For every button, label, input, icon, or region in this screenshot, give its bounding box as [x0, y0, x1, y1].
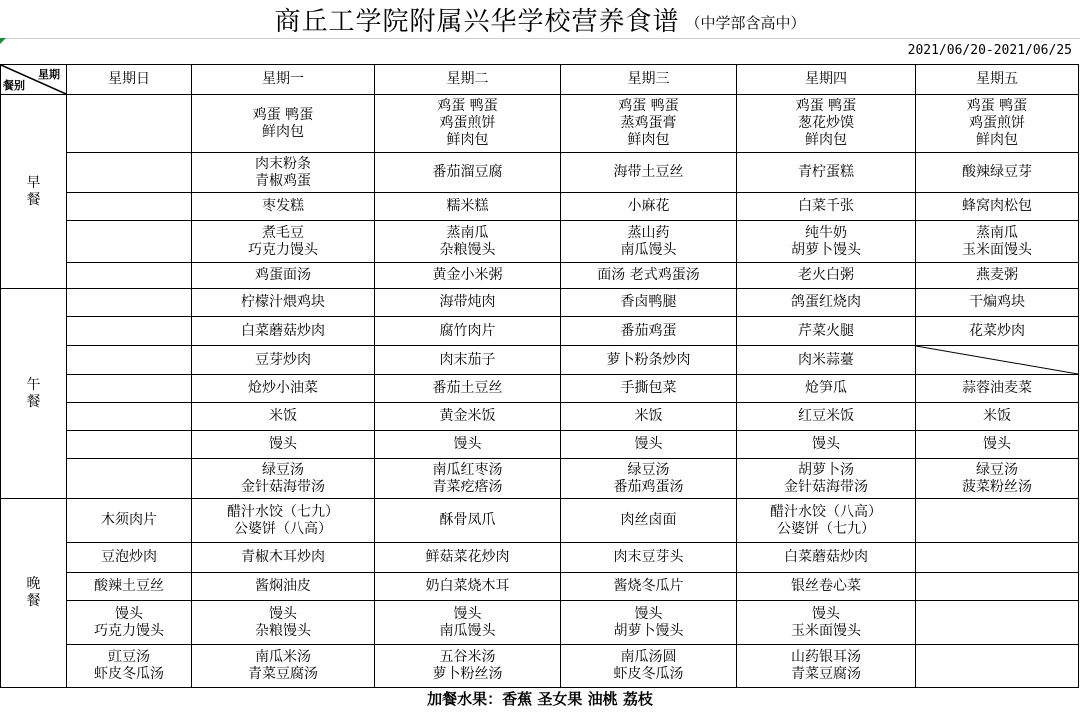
dish-name: 柠檬汁煨鸡块: [241, 294, 325, 310]
dish-name: 肉末豆芽头: [613, 549, 684, 565]
dish-name: 枣发糕: [262, 198, 304, 214]
dish-name: 馒头: [634, 605, 663, 622]
menu-cell: [916, 499, 1079, 543]
menu-cell: [375, 601, 561, 645]
menu-cell: [192, 499, 375, 543]
dish-name: 鸡蛋煎饼: [439, 115, 496, 131]
menu-cell: [375, 431, 561, 459]
menu-cell: [561, 459, 737, 499]
dinner-row: [1, 543, 1079, 573]
menu-cell: [375, 543, 561, 573]
dish-name: 米饭: [269, 408, 297, 424]
menu-cell: [67, 153, 192, 193]
menu-cell: [192, 95, 375, 153]
menu-cell: [67, 601, 192, 645]
menu-cell: [561, 543, 737, 573]
menu-cell: [375, 289, 561, 317]
menu-cell: [561, 601, 737, 645]
dish-name: 番茄土豆丝: [432, 380, 503, 396]
menu-cell: [67, 193, 192, 221]
menu-cell: [67, 645, 192, 688]
menu-cell: [737, 403, 916, 431]
menu-cell: [561, 573, 737, 601]
dish-name: 虾皮冬瓜汤: [94, 666, 164, 682]
menu-cell: [737, 95, 916, 153]
menu-cell: [561, 221, 737, 263]
menu-cell: [916, 263, 1079, 289]
dish-name: 南瓜米汤: [255, 649, 311, 665]
lunch-row: [1, 431, 1079, 459]
dish-name: 奶白菜烧木耳: [425, 578, 510, 594]
dish-name: 公婆饼（七九）: [777, 520, 875, 537]
dish-name: 豇豆汤: [108, 649, 150, 665]
dish-name: 胡萝卜汤: [798, 461, 854, 478]
menu-cell: [916, 317, 1079, 346]
menu-cell: [67, 543, 192, 573]
dish-name: 绿豆汤: [627, 461, 670, 478]
menu-body: [1, 95, 1079, 688]
menu-cell: [192, 601, 375, 645]
dinner-label: [1, 499, 67, 688]
dish-name: 蒸南瓜: [976, 224, 1018, 241]
menu-cell: [192, 459, 375, 499]
corner-cell: [1, 65, 67, 95]
dish-name: 蒜蓉油麦菜: [962, 380, 1032, 396]
menu-cell: [67, 263, 192, 289]
breakfast-row: [1, 95, 1079, 153]
menu-cell: [375, 459, 561, 499]
menu-cell: [916, 543, 1079, 573]
menu-cell: [737, 431, 916, 459]
dish-name: 山药银耳汤: [791, 649, 861, 665]
dish-name: 青椒木耳炒肉: [241, 549, 325, 565]
dish-name: 玉米面馒头: [962, 241, 1032, 258]
dish-name: 馒头: [634, 436, 663, 452]
dish-name: 鸡蛋面汤: [255, 267, 311, 283]
dish-name: 炝笋瓜: [805, 380, 847, 396]
dish-name: 青菜疙瘩汤: [432, 478, 503, 495]
menu-cell: [375, 499, 561, 543]
menu-cell: [375, 263, 561, 289]
menu-cell: [375, 573, 561, 601]
menu-cell: [67, 459, 192, 499]
meal-label-char: 早: [26, 174, 41, 191]
menu-cell: [561, 289, 737, 317]
menu-cell: [916, 193, 1079, 221]
dish-name: 黄金小米粥: [432, 267, 503, 283]
dish-name: 米饭: [983, 408, 1011, 424]
day-header: 星期四: [737, 65, 916, 95]
dish-name: 香卤鸭腿: [620, 294, 677, 310]
dish-name: 肉丝卤面: [620, 512, 677, 528]
meal-label-char: 晚: [26, 576, 41, 592]
dish-name: 白菜蘑菇炒肉: [784, 549, 868, 565]
dish-name: 金针菇海带汤: [784, 478, 868, 495]
menu-cell: [737, 499, 916, 543]
menu-cell: [916, 289, 1079, 317]
lunch-row: [1, 375, 1079, 403]
dish-name: 蒸山药: [627, 224, 670, 241]
menu-cell: [67, 346, 192, 375]
dish-name: 酸辣土豆丝: [94, 578, 164, 594]
menu-cell: [375, 645, 561, 688]
menu-cell: [192, 221, 375, 263]
lunch-row: [1, 459, 1079, 499]
dish-name: 杂粮馒头: [439, 241, 496, 258]
menu-cell: [67, 221, 192, 263]
dish-name: 巧克力馒头: [94, 622, 164, 639]
dish-name: 鲜肉包: [976, 132, 1018, 148]
dish-name: 青椒鸡蛋: [255, 172, 311, 189]
dish-name: 青菜豆腐汤: [248, 666, 318, 682]
dish-name: 银丝卷心菜: [791, 578, 861, 594]
dish-name: 鲜肉包: [262, 123, 304, 140]
menu-cell: [737, 459, 916, 499]
menu-cell: [561, 153, 737, 193]
dish-name: 酱烧冬瓜片: [613, 578, 684, 594]
menu-cell: [375, 193, 561, 221]
dish-name: 手撕包菜: [620, 380, 677, 396]
dish-name: 鸡蛋 鸭蛋: [252, 106, 314, 123]
menu-cell: [916, 645, 1079, 688]
meal-label-char: 午: [26, 376, 41, 393]
day-header: 星期二: [375, 65, 561, 95]
day-header: 星期三: [561, 65, 737, 95]
menu-cell: [67, 573, 192, 601]
menu-cell: [561, 346, 737, 375]
menu-cell: [67, 317, 192, 346]
dish-name: 醋汁水饺（七九）: [227, 503, 339, 520]
menu-cell: [375, 375, 561, 403]
menu-cell: [192, 573, 375, 601]
dish-name: 肉末粉条: [255, 155, 311, 172]
menu-cell: [561, 193, 737, 221]
dish-name: 燕麦粥: [976, 267, 1018, 283]
dish-name: 白菜千张: [798, 198, 854, 214]
menu-cell: [916, 153, 1079, 193]
dish-name: 腐竹肉片: [439, 322, 496, 339]
menu-cell: [67, 499, 192, 543]
dish-name: 葱花炒馍: [798, 115, 854, 131]
header-row: [1, 65, 1079, 95]
dish-name: 小麻花: [627, 198, 670, 214]
menu-cell: [737, 543, 916, 573]
dish-name: 黄金米饭: [439, 408, 496, 424]
breakfast-row: [1, 153, 1079, 193]
dish-name: 馒头: [269, 605, 297, 622]
menu-cell: [192, 153, 375, 193]
dish-name: 花菜炒肉: [969, 322, 1025, 339]
dish-name: 海带炖肉: [439, 294, 496, 310]
dish-name: 面汤 老式鸡蛋汤: [597, 267, 700, 283]
dish-name: 馒头: [453, 436, 482, 452]
dish-name: 酱焖油皮: [255, 578, 311, 594]
menu-cell: [737, 221, 916, 263]
menu-cell: [916, 573, 1079, 601]
dish-name: 鲜肉包: [805, 132, 847, 148]
dish-name: 肉米蒜薹: [798, 351, 854, 368]
dish-name: 馒头: [812, 436, 840, 452]
menu-cell: [737, 193, 916, 221]
menu-cell: [192, 375, 375, 403]
dish-name: 虾皮冬瓜汤: [613, 666, 684, 682]
meal-label-char: 餐: [26, 393, 41, 410]
dish-name: 鸡蛋 鸭蛋: [437, 98, 498, 114]
menu-cell: [561, 645, 737, 688]
dish-name: 鲜肉包: [446, 132, 489, 148]
menu-cell: [561, 403, 737, 431]
menu-cell: [561, 95, 737, 153]
menu-cell: [737, 317, 916, 346]
page-subtitle: （中学部含高中）: [685, 13, 806, 32]
dish-name: 番茄溜豆腐: [432, 164, 503, 180]
meal-label-char: 餐: [26, 593, 41, 609]
dish-name: 番茄鸡蛋: [620, 322, 677, 339]
lunch-row: [1, 289, 1079, 317]
menu-cell: [737, 263, 916, 289]
menu-cell: [192, 317, 375, 346]
breakfast-label: [1, 95, 67, 289]
breakfast-row: [1, 263, 1079, 289]
dish-name: 芹菜火腿: [798, 322, 854, 339]
breakfast-row: [1, 221, 1079, 263]
dish-name: 海带土豆丝: [613, 164, 684, 180]
corner-day-label: 星期: [38, 68, 60, 81]
menu-cell: [192, 543, 375, 573]
menu-cell: [561, 431, 737, 459]
dish-name: 干煸鸡块: [969, 294, 1025, 310]
dish-name: 萝卜粉条炒肉: [606, 351, 691, 368]
dish-name: 鲜肉包: [627, 132, 670, 148]
dinner-row: [1, 573, 1079, 601]
day-header: 星期五: [916, 65, 1079, 95]
dish-name: 绿豆汤: [262, 461, 304, 478]
dish-name: 南瓜馒头: [439, 622, 496, 639]
menu-cell: [192, 346, 375, 375]
page-title: 商丘工学院附属兴华学校营养食谱: [274, 6, 680, 37]
menu-cell: [192, 431, 375, 459]
lunch-label: [1, 289, 67, 499]
dish-name: 杂粮馒头: [255, 622, 311, 639]
dish-name: 鸡蛋 鸭蛋: [966, 98, 1028, 114]
dish-name: 青菜豆腐汤: [791, 666, 861, 682]
dish-name: 鸡蛋煎饼: [969, 115, 1025, 131]
dish-name: 糯米糕: [446, 198, 489, 214]
menu-cell: [561, 375, 737, 403]
dish-name: 菠菜粉丝汤: [962, 478, 1032, 495]
breakfast-row: [1, 193, 1079, 221]
crossed-out-cell: [916, 346, 1079, 375]
dish-name: 蒸鸡蛋膏: [620, 115, 677, 131]
menu-cell: [375, 403, 561, 431]
menu-cell: [375, 221, 561, 263]
menu-cell: [375, 153, 561, 193]
menu-cell: [737, 153, 916, 193]
dish-name: 白菜蘑菇炒肉: [241, 322, 325, 339]
dish-name: 馒头: [812, 605, 840, 622]
menu-cell: [916, 221, 1079, 263]
menu-cell: [375, 317, 561, 346]
menu-cell: [192, 645, 375, 688]
menu-cell: [737, 645, 916, 688]
dish-name: 绿豆汤: [976, 461, 1018, 478]
menu-cell: [192, 263, 375, 289]
dish-name: 萝卜粉丝汤: [432, 666, 503, 682]
menu-cell: [67, 289, 192, 317]
menu-cell: [737, 601, 916, 645]
lunch-row: [1, 346, 1079, 375]
lunch-row: [1, 403, 1079, 431]
dish-name: 南瓜馒头: [620, 241, 677, 258]
dish-name: 木须肉片: [101, 512, 157, 528]
dish-name: 鸡蛋 鸭蛋: [795, 98, 857, 114]
dish-name: 蒸南瓜: [446, 224, 489, 241]
dish-name: 米饭: [634, 408, 663, 424]
dish-name: 煮毛豆: [262, 224, 304, 241]
dish-name: 馒头: [115, 605, 143, 622]
dish-name: 馒头: [269, 436, 297, 452]
dish-name: 南瓜汤圆: [620, 649, 677, 665]
menu-cell: [67, 95, 192, 153]
dish-name: 番茄鸡蛋汤: [613, 478, 684, 495]
menu-cell: [737, 346, 916, 375]
dish-name: 公婆饼（八高）: [234, 520, 332, 537]
dish-name: 馒头: [453, 605, 482, 622]
menu-table: [0, 64, 1079, 688]
menu-cell: [67, 403, 192, 431]
menu-cell: [375, 346, 561, 375]
menu-cell: [737, 375, 916, 403]
dish-name: 鲜菇菜花炒肉: [425, 549, 510, 565]
extra-fruit-note: 加餐水果：香蕉 圣女果 油桃 荔枝: [427, 690, 653, 708]
menu-cell: [916, 431, 1079, 459]
menu-cell: [916, 375, 1079, 403]
menu-cell: [916, 95, 1079, 153]
menu-cell: [916, 459, 1079, 499]
menu-cell: [67, 375, 192, 403]
dish-name: 豆芽炒肉: [255, 351, 311, 368]
date-range: 2021/06/20-2021/06/25: [907, 43, 1072, 58]
dinner-row: [1, 601, 1079, 645]
menu-cell: [737, 289, 916, 317]
dish-name: 酥骨凤爪: [439, 512, 496, 528]
day-header: 星期一: [192, 65, 375, 95]
dish-name: 胡萝卜馒头: [791, 241, 861, 258]
lunch-row: [1, 317, 1079, 346]
dish-name: 酸辣绿豆芽: [962, 164, 1032, 180]
dish-name: 南瓜红枣汤: [432, 461, 503, 478]
dish-name: 老火白粥: [798, 267, 854, 283]
dish-name: 五谷米汤: [439, 649, 496, 665]
dish-name: 鸡蛋 鸭蛋: [618, 98, 679, 114]
meal-label-char: 餐: [26, 191, 41, 208]
menu-cell: [737, 573, 916, 601]
corner-meal-label: 餐别: [3, 79, 25, 92]
diagonal-line: [916, 346, 1078, 374]
dish-name: 纯牛奶: [805, 224, 847, 241]
menu-cell: [916, 601, 1079, 645]
menu-cell: [561, 317, 737, 346]
dish-name: 肉末茄子: [439, 351, 496, 368]
dish-name: 红豆米饭: [798, 408, 854, 424]
dish-name: 金针菇海带汤: [241, 478, 325, 495]
dish-name: 胡萝卜馒头: [613, 622, 684, 639]
dinner-row: [1, 499, 1079, 543]
menu-cell: [561, 499, 737, 543]
menu-cell: [916, 403, 1079, 431]
dish-name: 蜂窝肉松包: [962, 198, 1032, 214]
dish-name: 玉米面馒头: [791, 622, 861, 639]
title-bar: [0, 0, 1080, 39]
menu-cell: [192, 289, 375, 317]
dinner-row: [1, 645, 1079, 688]
dish-name: 醋汁水饺（八高）: [770, 503, 882, 520]
day-header: 星期日: [67, 65, 192, 95]
menu-cell: [67, 431, 192, 459]
dish-name: 豆泡炒肉: [101, 549, 157, 565]
dish-name: 巧克力馒头: [248, 241, 318, 258]
dish-name: 鸽蛋红烧肉: [791, 294, 861, 310]
menu-cell: [561, 263, 737, 289]
menu-cell: [375, 95, 561, 153]
dish-name: 馒头: [983, 436, 1011, 452]
menu-cell: [192, 193, 375, 221]
menu-cell: [192, 403, 375, 431]
dish-name: 青柠蛋糕: [798, 164, 854, 180]
dish-name: 炝炒小油菜: [248, 380, 318, 396]
